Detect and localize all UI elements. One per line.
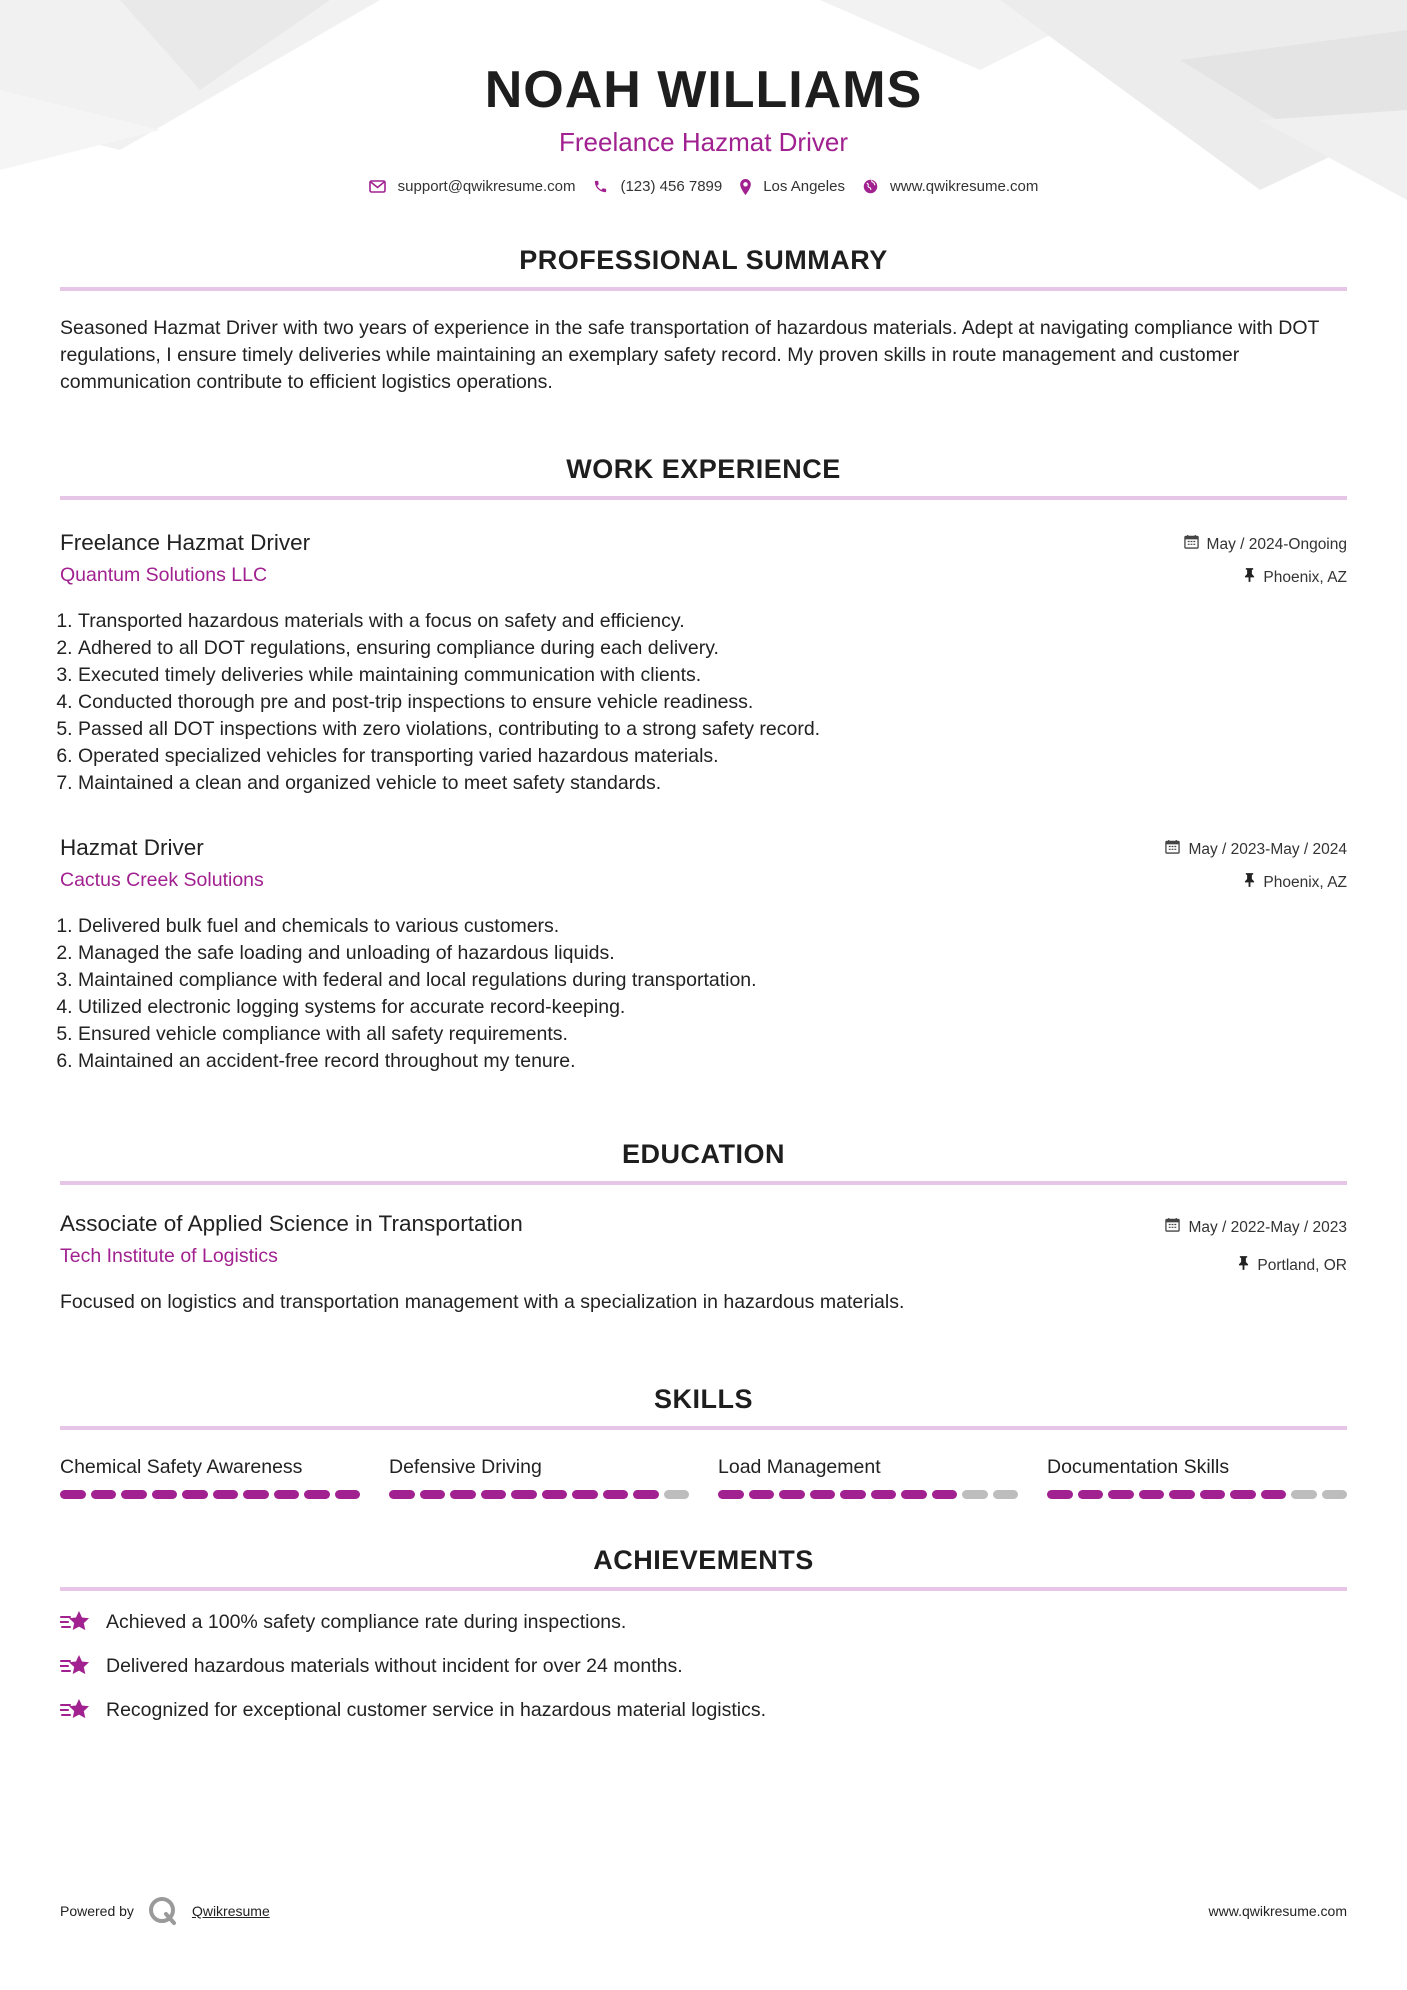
phone-icon [593,179,608,194]
skill-level-segment [121,1490,147,1499]
skill-level-segment [993,1490,1019,1499]
job-company: Cactus Creek Solutions [60,869,264,891]
skill-level-segment [633,1490,659,1499]
duty-item: 3. Maintained compliance with federal and local regulations during transportation. [78,967,1347,994]
map-pin-icon [740,179,751,195]
skill-item [718,1454,1018,1499]
pushpin-icon [1244,866,1255,899]
skill-level-segment [572,1490,598,1499]
footer-website[interactable]: www.qwikresume.com [1208,1903,1347,1919]
education-dates: May / 2022-May / 2023 [1165,1209,1347,1247]
skill-level-segment [213,1490,239,1499]
skill-level-segment [962,1490,988,1499]
duty-item: 6. Maintained an accident-free record throughout my tenure. [78,1048,1347,1075]
education-entry [60,1209,1347,1316]
skill-name: Defensive Driving [389,1456,542,1478]
job-duties [60,913,1347,1075]
envelope-icon [369,180,386,193]
duty-item: 4. Conducted thorough pre and post-trip inspections to ensure vehicle readiness. [78,689,1347,716]
job-entry [60,833,1347,1075]
achievements-heading: ACHIEVEMENTS [60,1545,1347,1591]
star-icon [60,1653,92,1679]
skill-level-segment [304,1490,330,1499]
job-title: Hazmat Driver [60,835,204,860]
phone-text: (123) 456 7899 [620,178,723,195]
skill-name: Load Management [718,1456,881,1478]
pushpin-icon [1244,561,1255,594]
qwikresume-link[interactable]: Qwikresume [191,1903,270,1919]
skill-level-segment [91,1490,117,1499]
calendar-icon [1165,833,1180,866]
experience-section [60,454,1347,1075]
job-duties [60,608,1347,797]
skill-name: Documentation Skills [1047,1456,1230,1478]
education-heading: EDUCATION [60,1139,1347,1185]
email-text: support@qwikresume.com [397,178,576,195]
skill-level-segment [749,1490,775,1499]
summary-heading: PROFESSIONAL SUMMARY [60,245,1347,291]
achievement-item: Delivered hazardous materials without incident for over 24 months. [60,1653,1347,1679]
website-text: www.qwikresume.com [889,178,1039,195]
job-location: Phoenix, AZ [1165,866,1347,899]
job-title: Freelance Hazmat Driver [60,530,311,555]
skill-name: Chemical Safety Awareness [60,1456,303,1478]
resume-header [0,0,1407,195]
skill-level-segment [603,1490,629,1499]
duty-item: 2. Managed the safe loading and unloading of hazardous liquids. [78,940,1347,967]
summary-text: Seasoned Hazmat Driver with two years of experience in the safe transportation of hazardous materials. Adept at navigating compliance with DOT regulations, I ensure timely deliveries while maintaining an exemplary safety record. My proven skills in route management and customer communication contribute to efficient logistics operations. [60,317,1320,393]
skills-heading: SKILLS [60,1384,1347,1430]
candidate-name: NOAH WILLIAMS [484,61,923,119]
skill-level-segment [1169,1490,1195,1499]
skill-level-bar [718,1490,1018,1499]
candidate-role: Freelance Hazmat Driver [559,127,848,157]
skill-level-segment [810,1490,836,1499]
duty-item: 7. Maintained a clean and organized vehicle to meet safety standards. [78,770,1347,797]
duty-item: 5. Passed all DOT inspections with zero violations, contributing to a strong safety record. [78,716,1347,743]
duty-item: 5. Ensured vehicle compliance with all safety requirements. [78,1021,1347,1048]
skill-level-bar [60,1490,360,1499]
education-location: Portland, OR [1165,1247,1347,1285]
skill-level-segment [779,1490,805,1499]
contact-website[interactable] [863,178,1038,195]
skill-level-segment [335,1490,361,1499]
skill-level-segment [243,1490,269,1499]
skill-level-segment [542,1490,568,1499]
achievement-item: Recognized for exceptional customer service in hazardous material logistics. [60,1697,1347,1723]
education-section [60,1139,1347,1316]
duty-item: 2. Adhered to all DOT regulations, ensuring compliance during each delivery. [78,635,1347,662]
skill-level-segment [1200,1490,1226,1499]
experience-heading: WORK EXPERIENCE [60,454,1347,500]
contact-email[interactable] [369,178,576,195]
degree-title: Associate of Applied Science in Transportation [60,1211,523,1236]
job-dates: May / 2024-Ongoing [1184,528,1347,561]
skill-item [60,1454,360,1499]
job-location: Phoenix, AZ [1184,561,1347,594]
skill-level-bar [389,1490,689,1499]
skill-level-segment [932,1490,958,1499]
skill-level-segment [182,1490,208,1499]
school-name: Tech Institute of Logistics [60,1245,278,1267]
skill-level-segment [274,1490,300,1499]
globe-icon [863,179,878,194]
star-icon [60,1697,92,1723]
duty-item: 1. Delivered bulk fuel and chemicals to various customers. [78,913,1347,940]
skill-level-segment [1078,1490,1104,1499]
contact-location [740,178,845,195]
skill-level-segment [60,1490,86,1499]
job-entry [60,528,1347,797]
skill-level-segment [420,1490,446,1499]
skill-level-segment [1230,1490,1256,1499]
job-company: Quantum Solutions LLC [60,564,268,586]
duty-item: 1. Transported hazardous materials with a focus on safety and efficiency. [78,608,1347,635]
location-text: Los Angeles [763,178,845,195]
achievement-item: Achieved a 100% safety compliance rate during inspections. [60,1609,1347,1635]
job-dates: May / 2023-May / 2024 [1165,833,1347,866]
contact-phone[interactable] [593,178,722,195]
skill-level-segment [450,1490,476,1499]
pushpin-icon [1238,1247,1249,1285]
duty-item: 4. Utilized electronic logging systems for accurate record-keeping. [78,994,1347,1021]
skill-level-segment [1108,1490,1134,1499]
calendar-icon [1184,528,1199,561]
duty-item: 6. Operated specialized vehicles for transporting varied hazardous materials. [78,743,1347,770]
qwikresume-logo-icon [148,1896,178,1926]
skills-list [60,1454,1347,1499]
skill-item [1047,1454,1347,1499]
page-footer [60,1896,1347,1926]
skill-level-segment [511,1490,537,1499]
skill-level-segment [1261,1490,1287,1499]
contact-bar [0,178,1407,195]
skill-item [389,1454,689,1499]
education-description: Focused on logistics and transportation management with a specialization in hazardous materials. [60,1291,905,1313]
skill-level-segment [389,1490,415,1499]
skill-level-bar [1047,1490,1347,1499]
summary-section [60,245,1347,396]
skill-level-segment [871,1490,897,1499]
skill-level-segment [1047,1490,1073,1499]
skill-level-segment [718,1490,744,1499]
skill-level-segment [1291,1490,1317,1499]
powered-by-label: Powered by [60,1903,134,1919]
skill-level-segment [1322,1490,1348,1499]
skill-level-segment [481,1490,507,1499]
skill-level-segment [152,1490,178,1499]
calendar-icon [1165,1209,1180,1247]
skill-level-segment [1139,1490,1165,1499]
star-icon [60,1609,92,1635]
skill-level-segment [664,1490,690,1499]
skill-level-segment [901,1490,927,1499]
achievements-section [60,1545,1347,1723]
duty-item: 3. Executed timely deliveries while maintaining communication with clients. [78,662,1347,689]
skill-level-segment [840,1490,866,1499]
skills-section [60,1384,1347,1499]
